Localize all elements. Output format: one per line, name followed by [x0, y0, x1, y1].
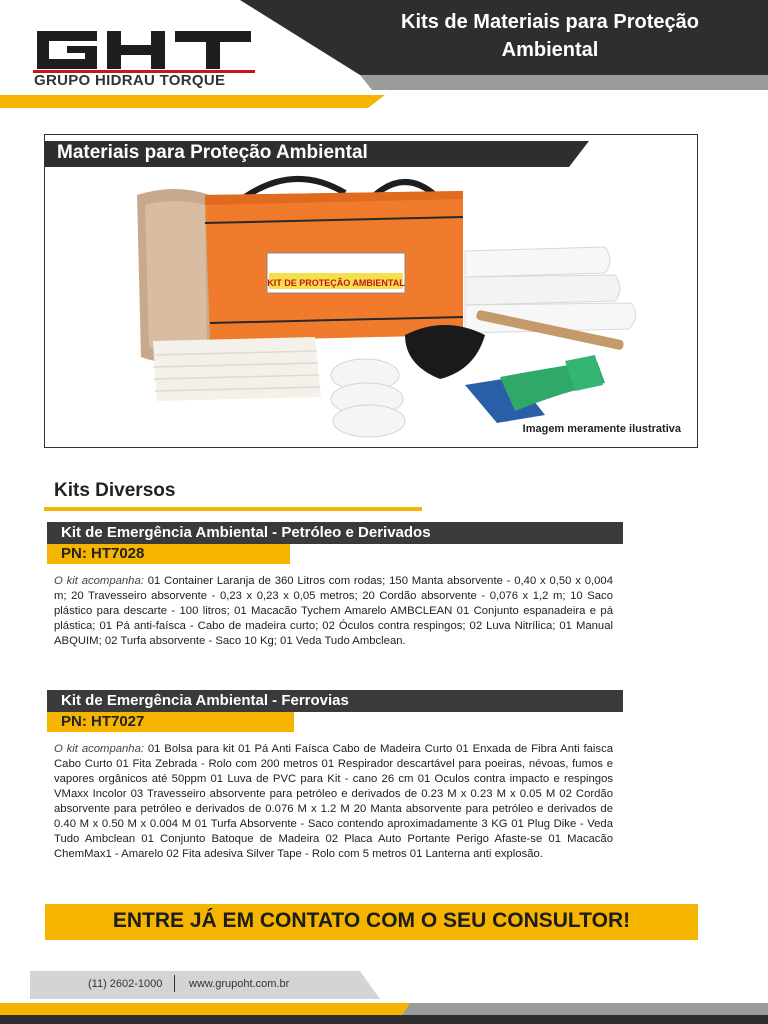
page-title	[372, 8, 728, 64]
kit-pn: PN: HT7027	[61, 713, 145, 730]
page-title-line2: Ambiental	[501, 39, 599, 61]
kit-pn-bar	[47, 544, 290, 564]
kit-title-bar	[47, 690, 623, 712]
product-image-box	[44, 134, 698, 448]
kit-description	[54, 574, 613, 649]
ght-logo	[33, 27, 255, 73]
kit-description-text: 01 Bolsa para kit 01 Pá Anti Faísca Cabo de Madeira Curto 01 Enxada de Fibra Anti faisca Cabo Curto 01 Fita Zebrada - Rolo com 200 metros 01 Respirador descartável para poeiras, névoas, fumos e vapores orgânicos até 50ppm 01 Luva de PVC para Kit - cano 26 cm 01 Oculos contra impacto e respingos VMaxx Incolor 03 Travesseiro absorvente para petróleo e derivados de 0.23 M x 0.23 M x 0.05 M 02 Cordão absorvente para petróleo e derivados de 0.076 M x 1.2 M 20 Manta absorvente para petróleo e derivados de 0.40 M x 0.50 M x 0.004 M 01 Turfa Absorvente - Saco contendo aproximadamente 3 KG 01 Plug Dike - Veda Tudo Ambclean 01 Conjunto Batoque de Madeira 02 Placa Auto Portante Perigo Afaste-se 01 Macacão ChemMax1 - Amarelo 02 Fita adesiva Silver Tape - Rolo com 5 metros 01 Lanterna anti explosão.	[54, 743, 614, 860]
kit-pn-bar	[47, 712, 294, 732]
kit-product-photo	[45, 165, 697, 447]
kit-description-text: 01 Container Laranja de 360 Litros com rodas; 150 Manta absorvente - 0,40 x 0,50 x 0,004 m; 20 Travesseiro absorvente - 0,23 x 0,23 x 0,05 metros; 20 Cordão absorvente - 0,076 x 1,2 m; 10 Saco plástico para descarte - 100 litros; 01 Macacão Tychem Amarelo AMBCLEAN 01 Conjunto espanadeira e pá plástica; 01 Pá anti-faísca - Cabo de madeira curto; 02 Óculos contra respingos; 02 Luva Nitrílica; 01 Manual ABQUIM; 02 Turfa absorvente - Saco 10 Kg; 01 Veda Tudo Ambclean.	[54, 575, 613, 647]
kit-title: Kit de Emergência Ambiental - Ferrovias	[61, 692, 349, 709]
contact-cta-banner[interactable]	[45, 904, 698, 940]
page-title-line1: Kits de Materiais para Proteção	[401, 11, 699, 33]
kit-description	[54, 742, 613, 862]
kit-title: Kit de Emergência Ambiental - Petróleo e Derivados	[61, 524, 431, 541]
image-box-title: Materiais para Proteção Ambiental	[57, 142, 368, 163]
kit-description-lead: O kit acompanha:	[54, 743, 144, 755]
bag-label: KIT DE PROTEÇÃO AMBIENTAL	[267, 278, 405, 288]
section-underline	[44, 507, 422, 511]
kit-description-lead: O kit acompanha:	[54, 575, 144, 587]
footer-background	[0, 965, 768, 1024]
footer-website-link[interactable]: www.grupoht.com.br	[189, 978, 290, 990]
image-caption: Imagem meramente ilustrativa	[522, 423, 681, 435]
section-heading: Kits Diversos	[54, 480, 176, 501]
kit-pn: PN: HT7028	[61, 545, 145, 562]
footer-phone: (11) 2602-1000	[88, 978, 163, 990]
kit-title-bar	[47, 522, 623, 544]
footer-separator	[174, 975, 175, 992]
contact-cta-text: ENTRE JÁ EM CONTATO COM O SEU CONSULTOR!	[112, 909, 631, 932]
company-name: GRUPO HIDRAU TORQUE	[34, 72, 226, 89]
